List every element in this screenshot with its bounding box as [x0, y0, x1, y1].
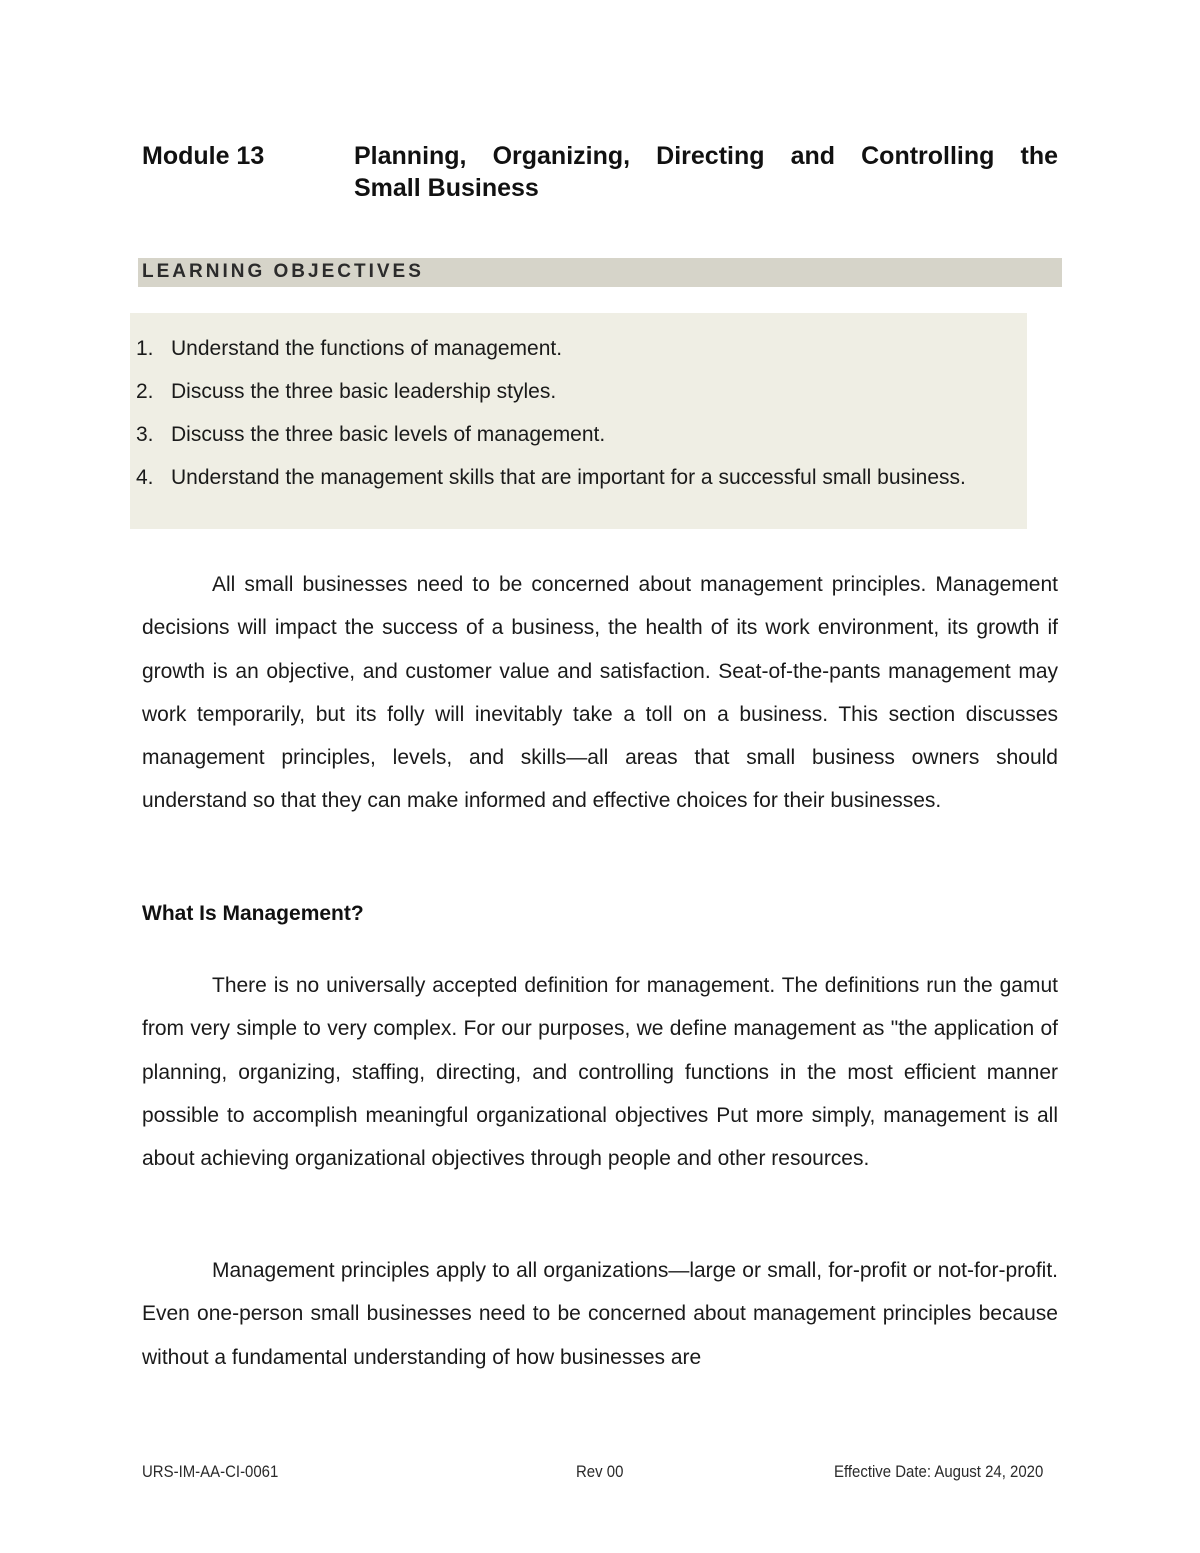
objectives-list: [130, 327, 1022, 499]
module-title-line2: Small Business: [354, 174, 539, 202]
objective-item: [130, 370, 1022, 413]
objective-text: Understand the functions of management.: [171, 337, 563, 360]
principles-paragraph-text: Management principles apply to all organizations—large or small, for-profit or not-for-profit. Even one-person small businesses need to be concerned about management principles because without a fundamental understanding of how businesses are: [142, 1259, 1058, 1369]
module-title-line1: Planning, Organizing, Directing and Controlling the: [354, 142, 1058, 170]
objective-number: 2.: [136, 380, 154, 403]
footer-revision: Rev 00: [576, 1462, 624, 1481]
objective-item: [130, 413, 1022, 456]
footer-doc-code: URS-IM-AA-CI-0061: [142, 1462, 279, 1481]
definition-paragraph: [142, 964, 1058, 1180]
module-title: [354, 140, 1058, 204]
objective-number: 3.: [136, 423, 154, 446]
learning-objectives-heading: LEARNING OBJECTIVES: [142, 261, 424, 282]
objective-number: 4.: [136, 466, 154, 489]
principles-paragraph: [142, 1249, 1058, 1379]
learning-objectives-banner: [138, 258, 1062, 287]
section-heading: What Is Management?: [142, 902, 364, 925]
objective-text: Discuss the three basic levels of management.: [171, 423, 606, 446]
objective-item: [130, 456, 1022, 499]
objective-text: Discuss the three basic leadership styles.: [171, 380, 557, 403]
definition-paragraph-text: There is no universally accepted definition for management. The definitions run the gamut from very simple to very complex. For our purposes, we define management as "the application of planning, organizing, staffing, directing, and controlling functions in the most efficient manner possible to accomplish meaningful organizational objectives Put more simply, management is all about achieving organizational objectives through people and other resources.: [142, 974, 1058, 1171]
footer-effective-date: Effective Date: August 24, 2020: [834, 1462, 1044, 1481]
objective-item: [130, 327, 1022, 370]
objective-text: Understand the management skills that are important for a successful small business.: [171, 466, 966, 489]
intro-paragraph-text: All small businesses need to be concerned about management principles. Management decisions will impact the success of a business, the health of its work environment, its growth if growth is an objective, and customer value and satisfaction. Seat-of-the-pants management may work temporarily, but its folly will inevitably take a toll on a business. This section discusses management principles, levels, and skills—all areas that small business owners should understand so that they can make informed and effective choices for their businesses.: [142, 573, 1058, 813]
objective-number: 1.: [136, 337, 154, 360]
module-label: Module 13: [142, 142, 265, 170]
learning-objectives-box: [130, 313, 1027, 529]
intro-paragraph: [142, 563, 1058, 823]
